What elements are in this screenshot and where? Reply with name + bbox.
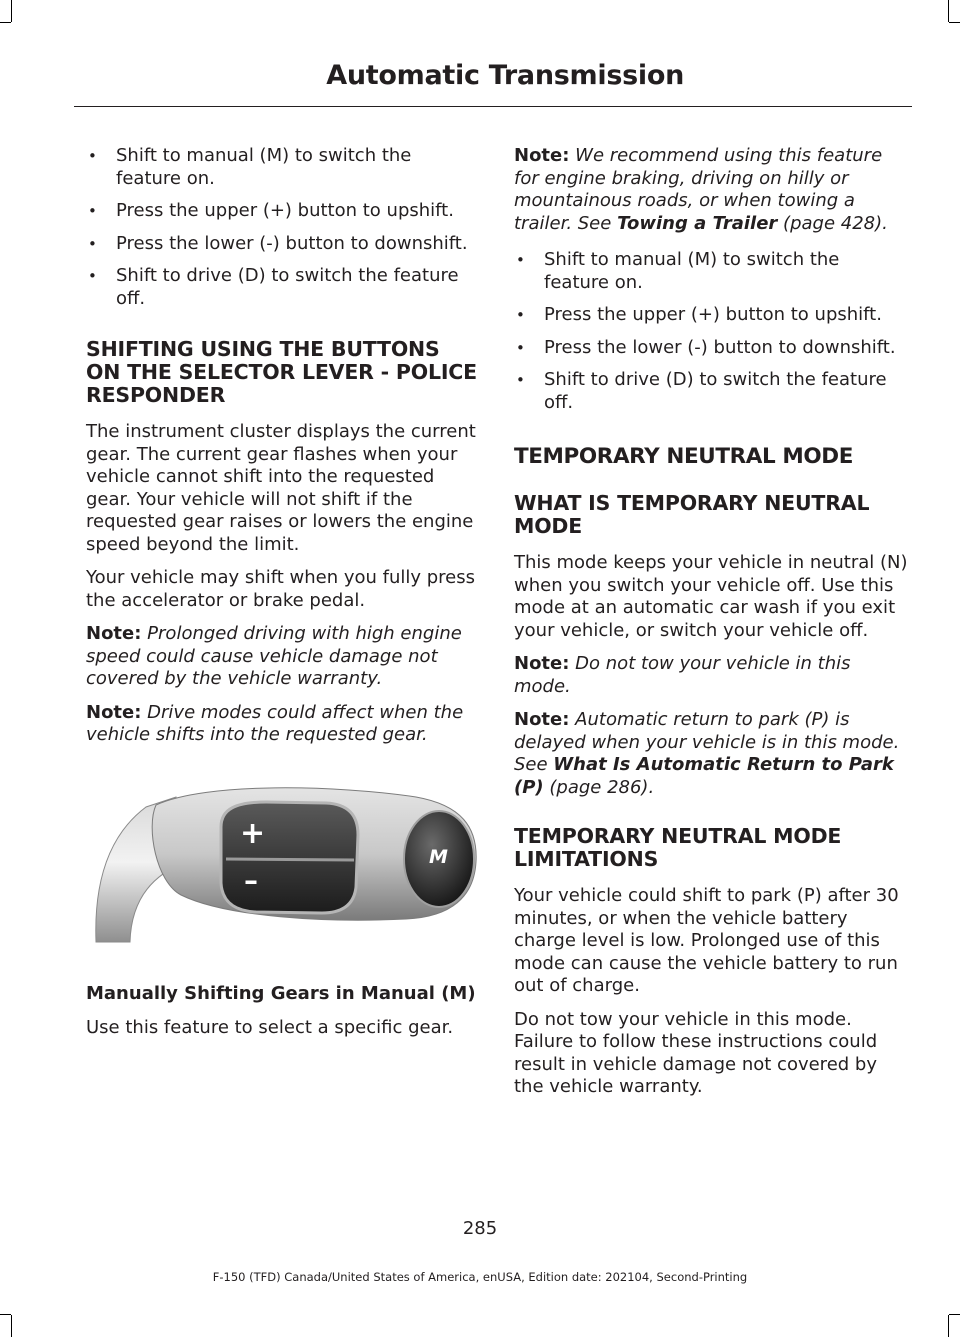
cross-reference-link[interactable]: Towing a Trailer [617, 212, 778, 234]
selector-lever-image [86, 767, 478, 947]
crop-mark [948, 0, 949, 22]
note-label: Note: [86, 701, 142, 723]
left-column [86, 145, 478, 1051]
list-item: • Press the upper (+) button to upshift. [86, 200, 478, 223]
note-label: Note: [514, 709, 570, 730]
manual-mode-icon: M [429, 845, 448, 868]
paragraph: Use this feature to select a specific gear. [86, 1017, 454, 1038]
crop-mark [11, 0, 12, 22]
bullet-list [514, 249, 909, 414]
list-item: • Press the upper (+) button to upshift. [514, 304, 909, 327]
crop-mark [11, 1315, 12, 1337]
crop-mark [949, 22, 960, 23]
selector-lever-illustration [86, 767, 478, 947]
note [514, 653, 909, 698]
paragraph: Your vehicle may shift when you fully press the accelerator or brake pedal. [86, 567, 476, 611]
note [514, 709, 909, 799]
note-label: Note: [86, 623, 142, 644]
crop-mark [949, 1314, 960, 1315]
chapter-heading: TEMPORARY NEUTRAL MODE [514, 444, 854, 469]
crop-mark [0, 22, 11, 23]
paragraph: Do not tow your vehicle in this mode. Failure to follow these instructions could result in vehicle damage not covered by the vehicle warranty. [514, 1008, 878, 1097]
right-column [514, 145, 909, 1110]
list-item: • Press the lower (-) button to downshift. [514, 337, 909, 360]
note [514, 145, 909, 235]
note-text: We recommend using this feature for engine braking, driving on hilly or mountainous roads, or when towing a trailer. See [514, 145, 883, 234]
header-divider [74, 106, 912, 107]
paragraph: This mode keeps your vehicle in neutral (N) when you switch your vehicle off. Use this mode at an automatic car wash if you exit your vehicle, or switch your vehicle off. [514, 552, 908, 641]
note-text: Drive modes could affect when the vehicle shifts into the requested gear. [86, 701, 464, 745]
note [86, 702, 478, 747]
page-title: Automatic Transmission [326, 60, 684, 91]
plus-icon: + [240, 815, 266, 851]
note-text: Prolonged driving with high engine speed could cause vehicle damage not covered by the vehicle warranty. [86, 623, 462, 689]
note-text: Do not tow your vehicle in this mode. [514, 653, 851, 697]
crop-mark [0, 1314, 11, 1315]
cross-reference-link[interactable]: What Is Automatic Return to Park (P) [514, 754, 894, 798]
minus-icon: – [244, 863, 258, 897]
crop-mark [948, 1315, 949, 1337]
page-number: 285 [462, 1218, 498, 1239]
note-label: Note: [514, 145, 570, 166]
list-item: • Press the lower (-) button to downshift. [86, 233, 478, 256]
section-heading: WHAT IS TEMPORARY NEUTRAL MODE [514, 491, 870, 538]
list-item: • Shift to manual (M) to switch the feature on. [86, 145, 478, 190]
note [86, 623, 478, 691]
list-item: • Shift to drive (D) to switch the feature off. [86, 265, 478, 310]
bullet-list [86, 145, 478, 310]
section-heading: SHIFTING USING THE BUTTONS ON THE SELECTOR LEVER - POLICE RESPONDER [86, 337, 477, 407]
paragraph: The instrument cluster displays the current gear. The current gear flashes when your vehicle cannot shift into the requested gear. Your vehicle will not shift if the requested gear raises or lowers the engine speed beyond the limit. [86, 421, 476, 555]
edition-line: F-150 (TFD) Canada/United States of America, enUSA, Edition date: 202104, Second-Printing [212, 1270, 748, 1284]
note-label: Note: [514, 653, 570, 674]
section-heading: TEMPORARY NEUTRAL MODE LIMITATIONS [514, 824, 842, 871]
page-reference: (page 286). [543, 776, 655, 798]
page-reference: (page 428). [777, 212, 888, 234]
subsection-heading: Manually Shifting Gears in Manual (M) [86, 982, 476, 1004]
paragraph: Your vehicle could shift to park (P) after 30 minutes, or when the vehicle battery charge level is low. Prolonged use of this mode can cause the vehicle battery to run out of charge. [514, 885, 899, 996]
list-item: • Shift to manual (M) to switch the feature on. [514, 249, 909, 294]
note-text: Automatic return to park (P) is delayed when your vehicle is in this mode. See [514, 709, 900, 775]
list-item: • Shift to drive (D) to switch the feature off. [514, 369, 909, 414]
